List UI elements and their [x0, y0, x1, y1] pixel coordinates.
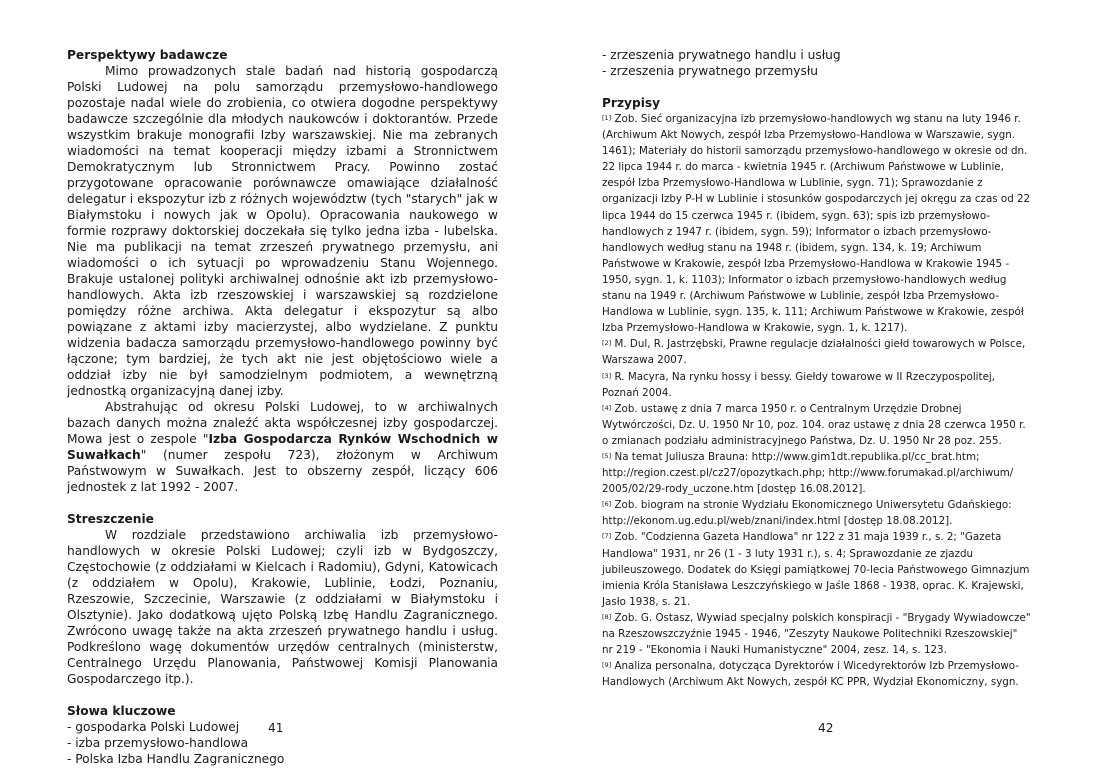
paragraph-summary: W rozdziale przedstawiono archiwalia izb przemysłowo-handlowych w okresie Polski Ludowej; czyli izb w Bydgoszczy, Częstochowie (z oddziałami w Kielcach i Radomiu), Gdyni, Katowicach (z oddziałem w Opolu), Krakowie, Lublinie, Łodzi, Poznaniu, Rzeszowie, Szczecinie, Warszawie (z oddziałami w Białymstoku i Olsztynie). Jako dodatkową ujęto Polską Izbę Handlu Zagranicznego. Zwrócono uwagę także na akta zrzeszeń prywatnego handlu i usług. Podkreślono wagę dokumentów urzędów centralnych (ministerstw, Centralnego Urzędu Planowania, Państwowej Komisji Planowania Gospodarczego itp.).: [67, 528, 498, 686]
keyword-item: - gospodarka Polski Ludowej: [67, 720, 240, 734]
footnote-list: [602, 111, 1031, 690]
footnote: [602, 610, 1031, 658]
right-page: [602, 47, 1031, 690]
section-heading-footnotes: Przypisy: [602, 96, 661, 110]
footnote: [602, 111, 1031, 336]
footnote-text: Zob. biogram na stronie Wydziału Ekonomicznego Uniwersytetu Gdańskiego: http://ekonom.ug.edu.pl/web/znani/index.html [dostęp 18.08.2012].: [602, 499, 1012, 528]
footnote-marker: [3]: [602, 371, 612, 380]
footnote-text: Zob. Sieć organizacyjna izb przemysłowo-handlowych wg stanu na luty 1946 r. (Archiwum Akt Nowych, zespół Izba Przemysłowo-Handlowa w Warszawie, sygn. 1461); Materiały do historii samorządu przemysłowo-handlowego w okresie od dn. 22 lipca 1944 r. do marca - kwietnia 1945 r. (Archiwum Państwowe w Lublinie, zespół Izba Przemysłowo-Handlowa w Lublinie, sygn. 71); Sprawozdanie z organizacji Izby P-H w Lublinie i stosunków gospodarczych jej okręgu za czas od 22 lipca 1944 do 15 czerwca 1945 r. (ibidem, sygn. 63); spis izb przemysłowo-handlowych z 1947 r. (ibidem, sygn. 59); Informator o izbach przemysłowo-handlowych według stanu na 1948 r. (ibidem, sygn. 134, k. 19; Archiwum Państwowe w Krakowie, zespół Izba Przemysłowo-Handlowa w Krakowie 1945 - 1950, sygn. 1, k. 1103); Informator o izbach przemysłowo-handlowych według stanu na 1949 r. (Archiwum Państwowe w Lublinie, zespół Izba Przemysłowo-Handlowa w Lublinie, sygn. 135, k. 111; Archiwum Państwowe w Krakowie, zespół Izba Przemysłowo-Handlowa w Krakowie, sygn. 1, k. 1217).: [602, 113, 1031, 335]
keyword-item: - izba przemysłowo-handlowa: [67, 736, 249, 750]
footnote: [602, 369, 1031, 401]
footnote-text: M. Dul, R. Jastrzębski, Prawne regulacje działalności giełd towarowych w Polsce, Warszawa 2007.: [602, 338, 1026, 367]
footnote: [602, 497, 1031, 529]
keyword-item: - zrzeszenia prywatnego przemysłu: [602, 64, 819, 78]
footnote: [602, 449, 1031, 497]
footnote-text: Analiza personalna, dotycząca Dyrektorów i Wicedyrektorów Izb Przemysłowo-Handlowych (Archiwum Akt Nowych, zespół KC PPR, Wydział Ekonomiczny, sygn.: [602, 660, 1019, 689]
section-heading-perspectives: Perspektywy badawcze: [67, 48, 228, 62]
left-page: [67, 47, 498, 767]
page-number-right: 42: [818, 721, 834, 735]
footnote-marker: [6]: [602, 500, 612, 509]
footnote-text: Zob. G. Ostasz, Wywiad specjalny polskich konspiracji - "Brygady Wywiadowcze" na Rzeszowszczyźnie 1945 - 1946, "Zeszyty Naukowe Politechniki Rzeszowskiej" nr 219 - "Ekonomia i Nauki Humanistyczne" 2004, zesz. 14, s. 123.: [602, 611, 1031, 657]
keyword-item: - Polska Izba Handlu Zagranicznego: [67, 752, 285, 766]
footnote-marker: [7]: [602, 532, 612, 541]
footnote-marker: [5]: [602, 451, 612, 460]
footnote-marker: [8]: [602, 612, 612, 621]
paragraph-archives-text-a: Abstrahując od okresu Polski Ludowej, to w archiwalnych bazach danych można znaleźć akta współczesnej izby gospodarczej. Mowa jest o zespole ": [67, 400, 498, 446]
archive-fond-name: Izba Gospodarcza Rynków Wschodnich w Suwałkach: [67, 432, 498, 462]
footnote-text: Zob. "Codzienna Gazeta Handlowa" nr 122 z 31 maja 1939 r., s. 2; "Gazeta Handlowa" 1931, nr 26 (1 - 3 luty 1931 r.), s. 4; Sprawozdanie ze zjazdu jubileuszowego. Dodatek do Księgi pamiątkowej 70-lecia Państwowego Gimnazjum imienia Króla Stanisława Leszczyńskiego w Jaśle 1868 - 1938, oprac. K. Krajewski, Jasło 1938, s. 21.: [602, 531, 1030, 608]
footnote-marker: [2]: [602, 339, 612, 348]
footnote: [602, 529, 1031, 609]
footnote-text: Zob. ustawę z dnia 7 marca 1950 r. o Centralnym Urzędzie Drobnej Wytwórczości, Dz. U. 1950 Nr 10, poz. 104. oraz ustawę z dnia 28 czerwca 1950 r. o zmianach podziału administracyjnego Państwa, Dz. U. 1950 Nr 28 poz. 255.: [602, 402, 1026, 447]
footnote-text: R. Macyra, Na rynku hossy i bessy. Giełdy towarowe w II Rzeczypospolitej, Poznań 2004.: [602, 370, 996, 399]
footnote-marker: [4]: [602, 403, 612, 412]
keyword-list-continued: [602, 47, 1031, 79]
footnote: [602, 401, 1031, 449]
footnote-text: Na temat Juliusza Brauna: http://www.gim1dt.republika.pl/cc_brat.htm; http://region.czest.pl/cz27/opozytkach.php; http://www.forumakad.pl/archiwum/ 2005/02/29-rody_uczone.htm [dostęp 16.08.2012].: [602, 450, 1014, 496]
footnote: [602, 336, 1031, 368]
page-number-left: 41: [268, 721, 284, 735]
paragraph-archives-text-b: " (numer zespołu 723), złożonym w Archiwum Państwowym w Suwałkach. Jest to obszerny zespół, liczący 606 jednostek z lat 1992 - 2007.: [67, 448, 498, 494]
footnote-marker: [1]: [602, 114, 612, 122]
paragraph-archives: [67, 399, 498, 495]
keyword-item: - zrzeszenia prywatnego handlu i usług: [602, 48, 841, 62]
footnote: [602, 658, 1031, 690]
section-heading-summary: Streszczenie: [67, 512, 154, 526]
section-heading-keywords: Słowa kluczowe: [67, 704, 176, 718]
footnote-marker: [9]: [602, 661, 612, 670]
paragraph-perspectives: Mimo prowadzonych stale badań nad historią gospodarczą Polski Ludowej na polu samorządu przemysłowo-handlowego pozostaje nadal wiele do zrobienia, co otwiera dogodne perspektywy badawcze szczególnie dla młodych naukowców i doktorantów. Przede wszystkim brakuje monografii Izby warszawskiej. Nie ma zebranych wiadomości na temat kooperacji między izbami a Stronnictwem Demokratycznym lub Stronnictwem Pracy. Powinno zostać przygotowane opracowanie porównawcze omawiające działalność delegatur i ekspozytur izb z różnych województw (tych "starych" jak w Białymstoku i nowych jak w Opolu). Opracowania naukowego w formie rozprawy doktorskiej doczekała się tylko jedna izba - lubelska. Nie ma publikacji na temat zrzeszeń prywatnego przemysłu, ani wiadomości o ich sytuacji po wprowadzeniu Stanu Wojennego. Brakuje ustalonej polityki archiwalnej odnośnie akt izb przemysłowo-handlowych. Akta izb rzeszowskiej i warszawskiej są rozdzielone pomiędzy różne archiwa. Akta delegatur i ekspozytur są albo powiązane z aktami izby macierzystej, albo wydzielane. Z punktu widzenia badacza samorządu przemysłowo-handlowego powinny być łączone; tym bardziej, że tych akt nie jest objętościowo wiele a oddział izby nie był samodzielnym podmiotem, a wewnętrzną jednostką organizacyjną danej izby.: [67, 64, 498, 398]
